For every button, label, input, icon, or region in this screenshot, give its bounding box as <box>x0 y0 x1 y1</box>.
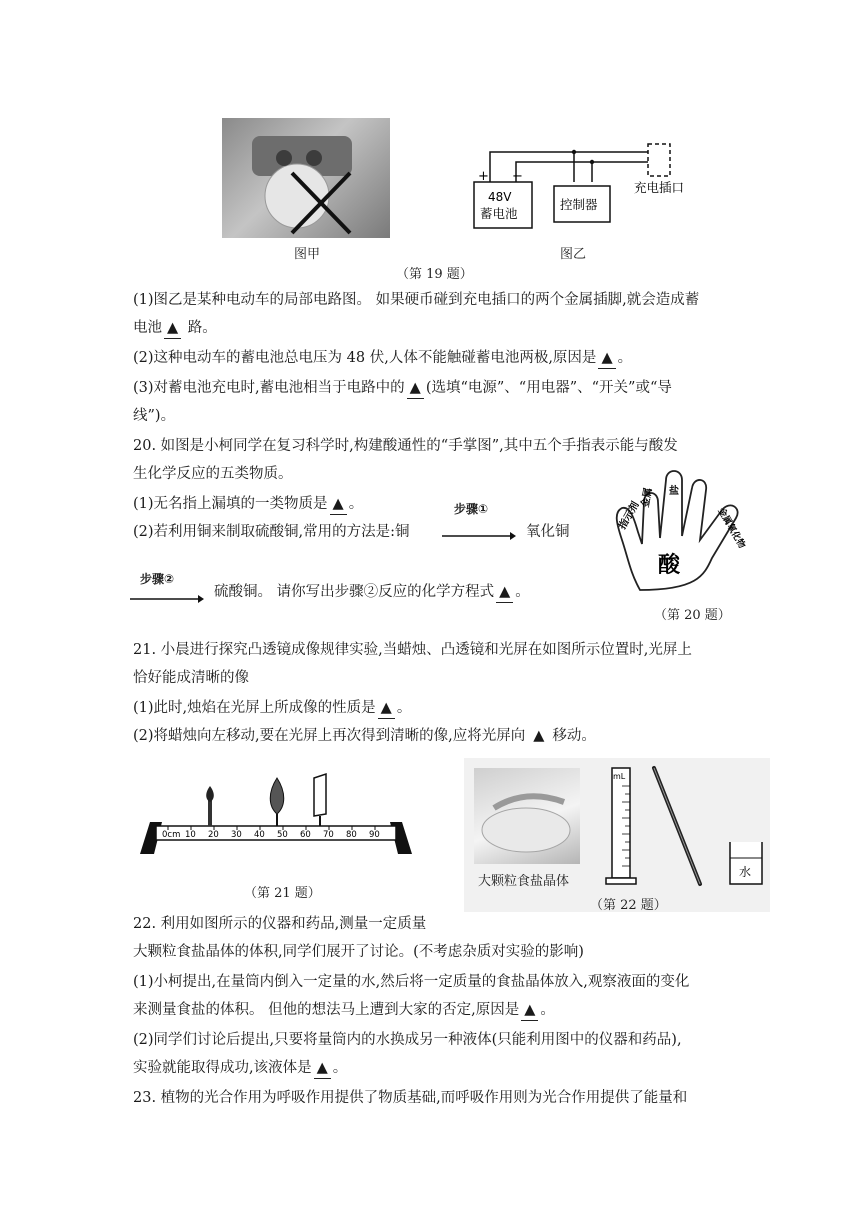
step2-arrow <box>128 592 204 606</box>
minus-sign: − <box>512 169 523 184</box>
answer-mark: ▲ <box>533 728 545 744</box>
product1-label: 氧化铜 <box>526 524 570 540</box>
q19-figure-caption: （第 19 题） <box>396 267 473 282</box>
glass-rod-icon <box>648 764 708 888</box>
socket-box <box>648 144 670 176</box>
finger-metal-oxide-label: 金属氧化物 <box>715 506 747 551</box>
bench-tick-label: 60 <box>300 830 311 840</box>
bench-tick-label: 0cm <box>162 830 181 840</box>
socket-photo <box>222 118 390 238</box>
q20-p1: 20. 如图是小柯同学在复习科学时,构建酸通性的“手掌图”,其中五个手指表示能与酸发 <box>133 438 678 454</box>
q19-p2: (2)这种电动车的蓄电池总电压为 48 伏,人体不能触碰蓄电池两极,原因是 ▲ 。 <box>133 348 632 369</box>
q22-p3: (1)小柯提出,在量筒内倒入一定量的水,然后将一定质量的食盐晶体放入,观察液面的变化 <box>133 974 690 990</box>
q22-figure-caption: （第 22 题） <box>590 898 667 913</box>
beaker-label: 水 <box>739 865 752 879</box>
bench-tick-label: 30 <box>231 830 242 840</box>
circuit-diagram <box>468 140 708 240</box>
q20-p2: 生化学反应的五类物质。 <box>133 466 293 482</box>
q19-p1b: 电池 ▲ 路。 <box>133 318 217 339</box>
answer-blank: ▲ <box>164 318 181 339</box>
graduated-cylinder-icon <box>604 764 640 888</box>
finger-metal-label: 金属 <box>640 486 655 509</box>
q19-p3a: (3)对蓄电池充电时,蓄电池相当于电路中的 ▲ (选填“电源”、“用电器”、“开关”或“导 <box>133 378 672 399</box>
answer-blank: ▲ <box>330 494 347 515</box>
plus-sign: + <box>478 169 489 184</box>
bench-tick-label: 90 <box>369 830 380 840</box>
bench-tick-label: 40 <box>254 830 265 840</box>
acid-hand-diagram <box>600 462 760 602</box>
light-screen <box>314 774 326 816</box>
acid-palm-label: 酸 <box>658 553 681 578</box>
q21-figure-caption: （第 21 题） <box>244 886 321 901</box>
q19-p1a: (1)图乙是某种电动车的局部电路图。 如果硬币碰到充电插口的两个金属插脚,就会造成蓄 <box>133 292 700 308</box>
step1-arrow <box>440 528 516 542</box>
answer-blank: ▲ <box>521 1000 538 1021</box>
q22-p1: 22. 利用如图所示的仪器和药品,测量一定质量 <box>133 916 427 932</box>
answer-blank: ▲ <box>378 698 395 719</box>
fig-b-caption: 图乙 <box>560 247 587 262</box>
bench-tick-label: 80 <box>346 830 357 840</box>
q22-p2: 大颗粒食盐晶体的体积,同学们展开了讨论。(不考虑杂质对实验的影响) <box>133 944 584 960</box>
q20-p4: (2)若利用铜来制取硫酸铜,常用的方法是:铜 <box>133 524 410 540</box>
q22-p6: 实验就能取得成功,该液体是 ▲ 。 <box>133 1058 347 1079</box>
q22-p4: 来测量食盐的体积。 但他的想法马上遭到大家的否定,原因是 ▲ 。 <box>133 1000 555 1021</box>
battery-label: 蓄电池 <box>480 206 518 221</box>
q23-p1: 23. 植物的光合作用为呼吸作用提供了物质基础,而呼吸作用则为光合作用提供了能量和 <box>133 1090 688 1106</box>
fig-a-caption: 图甲 <box>294 247 321 262</box>
convex-lens-icon <box>270 778 284 814</box>
step2-label: 步骤② <box>140 572 175 586</box>
bench-tick-label: 20 <box>208 830 219 840</box>
candle <box>208 800 212 826</box>
finger-indicator-label: 指示剂 <box>617 500 642 532</box>
answer-blank: ▲ <box>314 1058 331 1079</box>
q22-figure <box>464 758 770 912</box>
q21-p3: (1)此时,烛焰在光屏上所成像的性质是 ▲ 。 <box>133 698 411 719</box>
q19-p3b: 线”)。 <box>133 408 176 424</box>
q21-p1: 21. 小晨进行探究凸透镜成像规律实验,当蜡烛、凸透镜和光屏在如图所示位置时,光屏上 <box>133 642 692 658</box>
salt-crystal-photo <box>474 768 580 864</box>
answer-blank: ▲ <box>598 348 615 369</box>
q22-p5: (2)同学们讨论后提出,只要将量筒内的水换成另一种液体(只能利用图中的仪器和药品), <box>133 1032 682 1048</box>
q20-figure-caption: （第 20 题） <box>654 608 731 623</box>
battery-box <box>474 182 532 228</box>
bench-tick-label: 70 <box>323 830 334 840</box>
battery-voltage: 48V <box>488 190 512 204</box>
salt-photo-caption: 大颗粒食盐晶体 <box>478 874 570 889</box>
cylinder-unit: mL <box>613 772 626 781</box>
bench-tick-label: 10 <box>185 830 196 840</box>
answer-blank: ▲ <box>496 582 513 603</box>
step1-label: 步骤① <box>454 502 489 516</box>
water-beaker-icon <box>726 840 766 886</box>
candle-flame-icon <box>206 786 214 802</box>
socket-photo-drawing <box>222 118 390 238</box>
answer-blank: ▲ <box>407 378 424 399</box>
q21-p4: (2)将蜡烛向左移动,要在光屏上再次得到清晰的像,应将光屏向 ▲ 移动。 <box>133 728 596 744</box>
optical-bench <box>140 770 420 870</box>
bench-tick-label: 50 <box>277 830 288 840</box>
q20-p3: (1)无名指上漏填的一类物质是 ▲ 。 <box>133 494 363 515</box>
controller-label: 控制器 <box>560 197 598 212</box>
socket-label: 充电插口 <box>634 180 685 195</box>
finger-salt-label: 盐 <box>669 486 679 497</box>
q21-p2: 恰好能成清晰的像 <box>133 670 249 686</box>
q20-p5: 硫酸铜。 请你写出步骤②反应的化学方程式 ▲ 。 <box>214 582 530 603</box>
